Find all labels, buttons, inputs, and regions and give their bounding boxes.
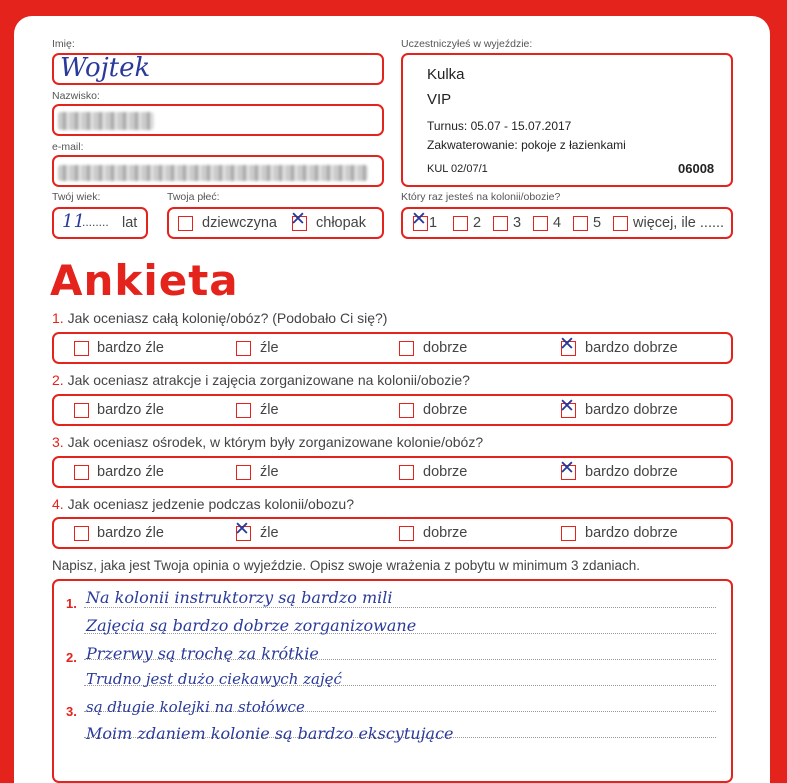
- q4-bardzo-zle-checkbox[interactable]: [74, 526, 89, 541]
- nazwisko-field[interactable]: [52, 104, 384, 136]
- q4-bardzo-dobrze-checkbox[interactable]: [561, 526, 576, 541]
- q2-zle-checkbox[interactable]: [236, 403, 251, 418]
- camp-name: Kulka: [427, 66, 465, 83]
- opinion-line-4: Trudno jest dużo ciekawych zajęć: [86, 670, 342, 688]
- q2-zle-label: źle: [260, 402, 279, 418]
- opinion-line-5: są długie kolejki na stołówce: [86, 698, 305, 716]
- opinion-line-3: Przerwy są trochę za krótkie: [86, 644, 319, 663]
- survey-sheet: [14, 16, 770, 783]
- turnus-value: 05.07 - 15.07.2017: [470, 119, 572, 133]
- check-mark-icon: ✕: [559, 457, 575, 479]
- wiek-label: Twój wiek:: [52, 191, 101, 203]
- camp-code: KUL 02/07/1: [427, 163, 488, 175]
- q2-bardzo-zle-label: bardzo źle: [97, 402, 164, 418]
- raz-5-checkbox[interactable]: [573, 216, 588, 231]
- q1-dobrze-checkbox[interactable]: [399, 341, 414, 356]
- q3-bardzo-zle-label: bardzo źle: [97, 464, 164, 480]
- q1-bardzo-zle-label: bardzo źle: [97, 340, 164, 356]
- turnus-label: Turnus:: [427, 119, 468, 133]
- raz-4-checkbox[interactable]: [533, 216, 548, 231]
- q4-bardzo-zle-label: bardzo źle: [97, 525, 164, 541]
- q2-dobrze-checkbox[interactable]: [399, 403, 414, 418]
- question-4-number: 4.: [52, 496, 64, 512]
- q3-dobrze-checkbox[interactable]: [399, 465, 414, 480]
- wiek-value: 11: [62, 211, 85, 232]
- q1-dobrze-label: dobrze: [423, 340, 468, 356]
- question-4: [52, 496, 354, 512]
- question-3: [52, 434, 483, 450]
- q4-dobrze-label: dobrze: [423, 525, 468, 541]
- q2-bardzo-zle-checkbox[interactable]: [74, 403, 89, 418]
- opinion-line-6: Moim zdaniem kolonie są bardzo ekscytujące: [86, 724, 454, 743]
- survey-title: Ankieta: [50, 256, 239, 305]
- raz-5-label: 5: [593, 215, 602, 231]
- opinion-number-3: 3.: [66, 704, 77, 719]
- ktory-raz-label: Który raz jesteś na kolonii/obozie?: [401, 191, 561, 203]
- imie-value: Wojtek: [60, 53, 151, 83]
- redacted-email: [58, 165, 368, 181]
- q1-bardzo-dobrze-checkbox[interactable]: [559, 333, 576, 356]
- question-2: [52, 372, 470, 388]
- opinion-number-1: 1.: [66, 596, 77, 611]
- raz-3-label: 3: [513, 215, 522, 231]
- plec-chlopak-label: chłopak: [316, 215, 366, 231]
- wiek-dots: ........: [82, 215, 109, 229]
- uczestnik-label: Uczestniczyłeś w wyjeździe:: [401, 38, 533, 50]
- q1-zle-checkbox[interactable]: [236, 341, 251, 356]
- question-2-answers: [52, 394, 733, 426]
- email-field[interactable]: [52, 155, 384, 187]
- q1-bardzo-dobrze-label: bardzo dobrze: [585, 340, 678, 356]
- plec-chlopak-checkbox[interactable]: [290, 208, 307, 231]
- q4-bardzo-dobrze-label: bardzo dobrze: [585, 525, 678, 541]
- zakwaterowanie-label: Zakwaterowanie:: [427, 138, 518, 152]
- opinion-number-2: 2.: [66, 650, 77, 665]
- redacted-surname: [58, 112, 154, 130]
- check-mark-icon: ✕: [559, 395, 575, 417]
- imie-label: Imię:: [52, 38, 75, 50]
- question-1-text: Jak oceniasz całą kolonię/obóz? (Podobało Ci się?): [67, 310, 388, 326]
- camp-type: VIP: [427, 91, 452, 108]
- question-3-answers: [52, 456, 733, 488]
- q4-dobrze-checkbox[interactable]: [399, 526, 414, 541]
- check-mark-icon: ✕: [234, 518, 250, 540]
- imie-field[interactable]: [52, 53, 384, 85]
- check-mark-icon: ✕: [559, 333, 575, 355]
- ktory-raz-field: [401, 207, 733, 239]
- q3-zle-label: źle: [260, 464, 279, 480]
- email-label: e-mail:: [52, 141, 84, 153]
- q1-zle-label: źle: [260, 340, 279, 356]
- q3-dobrze-label: dobrze: [423, 464, 468, 480]
- q3-zle-checkbox[interactable]: [236, 465, 251, 480]
- q3-bardzo-dobrze-checkbox[interactable]: [559, 457, 576, 480]
- camp-number: 06008: [678, 161, 715, 176]
- question-1: [52, 310, 387, 326]
- raz-4-label: 4: [553, 215, 562, 231]
- raz-wiecej-label: więcej, ile ......: [633, 215, 725, 231]
- question-3-text: Jak oceniasz ośrodek, w którym były zorganizowane kolonie/obóz?: [67, 434, 484, 450]
- q1-bardzo-zle-checkbox[interactable]: [74, 341, 89, 356]
- opinion-prompt: Napisz, jaka jest Twoja opinia o wyjeździe. Opisz swoje wrażenia z pobytu w minimum 3 zdaniach.: [52, 558, 641, 573]
- wiek-unit: lat: [122, 215, 138, 231]
- question-1-answers: [52, 332, 733, 364]
- q2-bardzo-dobrze-label: bardzo dobrze: [585, 402, 678, 418]
- q2-dobrze-label: dobrze: [423, 402, 468, 418]
- turnus-row: [427, 119, 571, 133]
- wiek-field[interactable]: [52, 207, 148, 239]
- plec-label: Twoja płeć:: [167, 191, 220, 203]
- check-mark-icon: ✕: [411, 208, 427, 230]
- question-2-number: 2.: [52, 372, 64, 388]
- ruled-line: [84, 607, 716, 608]
- plec-field: [167, 207, 384, 239]
- question-4-text: Jak oceniasz jedzenie podczas kolonii/obozu?: [67, 496, 354, 512]
- q2-bardzo-dobrze-checkbox[interactable]: [559, 395, 576, 418]
- question-2-text: Jak oceniasz atrakcje i zajęcia zorganizowane na kolonii/obozie?: [67, 372, 470, 388]
- question-3-number: 3.: [52, 434, 64, 450]
- check-mark-icon: ✕: [290, 208, 306, 230]
- plec-dziewczyna-label: dziewczyna: [202, 215, 277, 231]
- raz-2-checkbox[interactable]: [453, 216, 468, 231]
- nazwisko-label: Nazwisko:: [52, 90, 100, 102]
- raz-1-checkbox[interactable]: [411, 208, 428, 231]
- zakwaterowanie-value: pokoje z łazienkami: [521, 138, 626, 152]
- q4-zle-checkbox[interactable]: [234, 518, 251, 541]
- participant-box: [401, 53, 733, 187]
- q4-zle-label: źle: [260, 525, 279, 541]
- raz-3-checkbox[interactable]: [493, 216, 508, 231]
- plec-dziewczyna-checkbox[interactable]: [178, 216, 193, 231]
- raz-1-label: 1: [429, 215, 438, 231]
- opinion-line-1: Na kolonii instruktorzy są bardzo mili: [86, 588, 393, 607]
- q3-bardzo-zle-checkbox[interactable]: [74, 465, 89, 480]
- opinion-line-2: Zajęcia są bardzo dobrze zorganizowane: [86, 616, 417, 635]
- zakwaterowanie-row: [427, 138, 626, 152]
- question-4-answers: [52, 517, 733, 549]
- raz-wiecej-checkbox[interactable]: [613, 216, 628, 231]
- q3-bardzo-dobrze-label: bardzo dobrze: [585, 464, 678, 480]
- question-1-number: 1.: [52, 310, 64, 326]
- raz-2-label: 2: [473, 215, 482, 231]
